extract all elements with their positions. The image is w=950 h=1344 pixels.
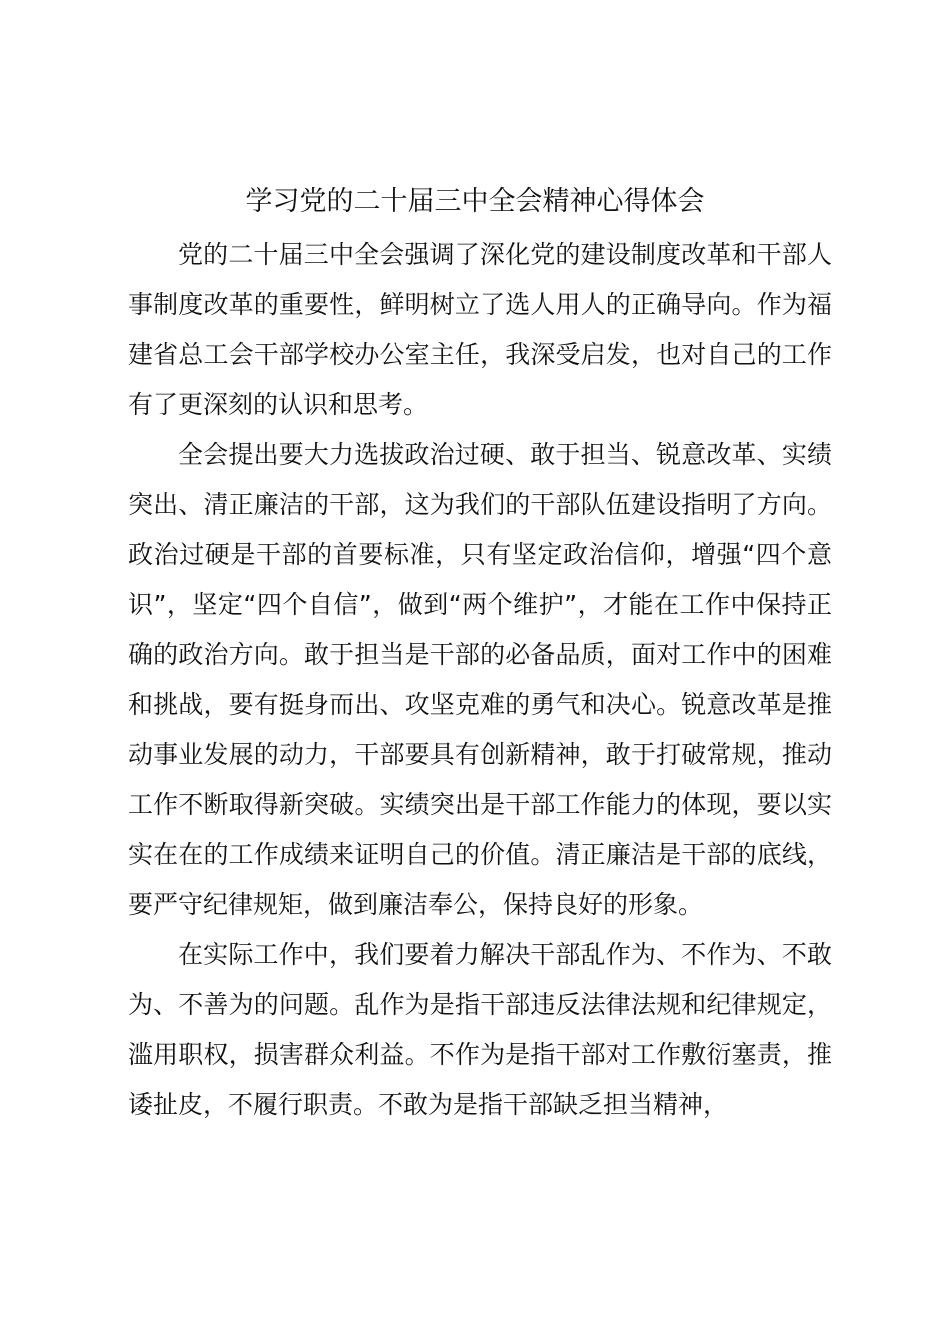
- paragraph-2: 全会提出要大力选拔政治过硬、敢于担当、锐意改革、实绩突出、清正廉洁的干部，这为我们的干部队伍建设指明了方向。政治过硬是干部的首要标准，只有坚定政治信仰，增强“四个意识”，坚定“四个自信”，做到“两个维护”，才能在工作中保持正确的政治方向。敢于担当是干部的必备品质，面对工作中的困难和挑战，要有挺身而出、攻坚克难的勇气和决心。锐意改革是推动事业发展的动力，干部要具有创新精神，敢于打破常规，推动工作不断取得新突破。实绩突出是干部工作能力的体现，要以实实在在的工作成绩来证明自己的价值。清正廉洁是干部的底线，要严守纪律规矩，做到廉洁奉公，保持良好的形象。: [128, 440, 832, 919]
- document-title: 学习党的二十届三中全会精神心得体会: [245, 186, 705, 217]
- paragraph-3: 在实际工作中，我们要着力解决干部乱作为、不作为、不敢为、不善为的问题。乱作为是指干部违反法律法规和纪律规定，滥用职权，损害群众利益。不作为是指干部对工作敷衍塞责，推诿扯皮，不履行职责。不敢为是指干部缺乏担当精神，: [128, 940, 832, 1119]
- document-body: [128, 230, 832, 1130]
- paragraph-1: 党的二十届三中全会强调了深化党的建设制度改革和干部人事制度改革的重要性，鲜明树立了选人用人的正确导向。作为福建省总工会干部学校办公室主任，我深受启发，也对自己的工作有了更深刻的认识和思考。: [128, 240, 832, 419]
